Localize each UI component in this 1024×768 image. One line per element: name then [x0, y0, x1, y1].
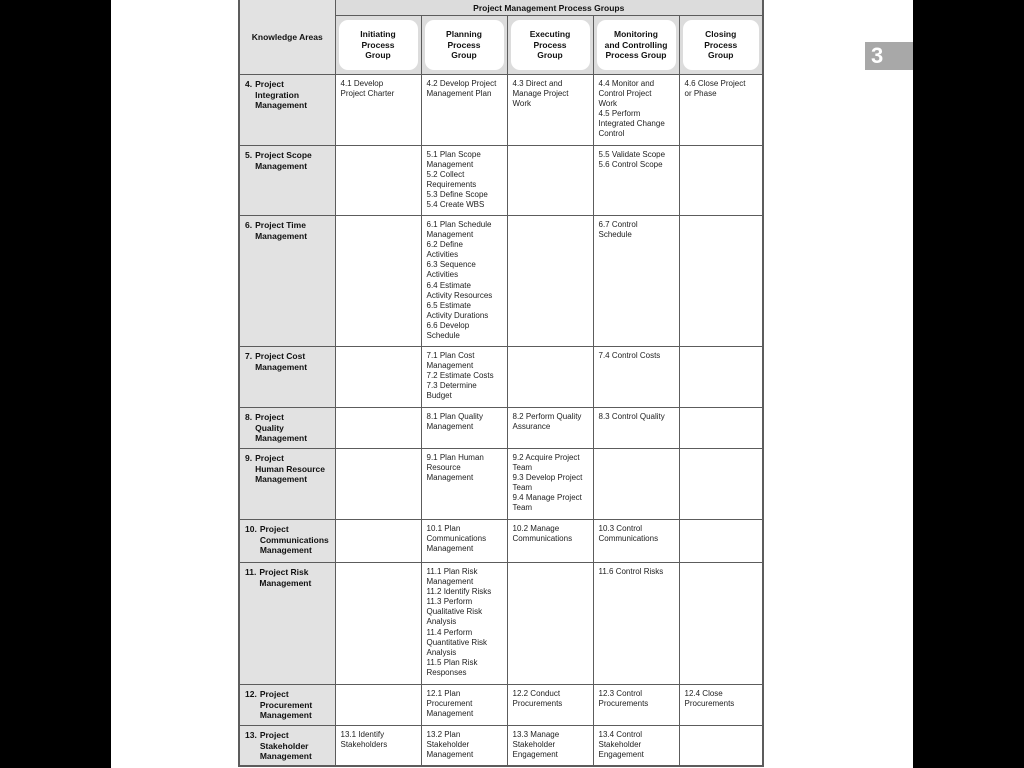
process-cell: 10.3 Control Communications	[593, 520, 679, 563]
table-row	[239, 347, 763, 408]
knowledge-area-name: Project Time Management	[255, 220, 308, 241]
process-cell: 11.6 Control Risks	[593, 563, 679, 685]
process-cell: 6.1 Plan Schedule Management 6.2 Define Activities 6.3 Sequence Activities 6.4 Estimate Activity Resources 6.5 Estimate Activity Durations 6.6 Develop Schedule	[421, 216, 507, 347]
knowledge-area-number: 11.	[245, 567, 257, 577]
process-cell: 5.1 Plan Scope Management 5.2 Collect Requirements 5.3 Define Scope 5.4 Create WBS	[421, 146, 507, 216]
process-cell	[335, 146, 421, 216]
table-row	[239, 146, 763, 216]
knowledge-area-cell	[239, 408, 335, 449]
process-cell: 4.2 Develop Project Management Plan	[421, 75, 507, 146]
group-label: Planning Process Group	[425, 20, 504, 70]
process-groups-header: Project Management Process Groups	[335, 0, 763, 16]
knowledge-area-cell	[239, 563, 335, 685]
table-row	[239, 75, 763, 146]
process-cell	[679, 216, 763, 347]
process-cell: 6.7 Control Schedule	[593, 216, 679, 347]
group-header-initiating	[335, 16, 421, 75]
process-cell: 10.1 Plan Communications Management	[421, 520, 507, 563]
table-row	[239, 563, 763, 685]
process-cell: 12.1 Plan Procurement Management	[421, 685, 507, 726]
knowledge-area-name: Project Procurement Management	[259, 689, 313, 720]
process-cell: 9.2 Acquire Project Team 9.3 Develop Project Team 9.4 Manage Project Team	[507, 449, 593, 520]
header-row-1	[239, 0, 763, 16]
group-header-executing	[507, 16, 593, 75]
process-cell	[335, 216, 421, 347]
knowledge-area-cell	[239, 216, 335, 347]
process-cell	[507, 146, 593, 216]
process-cell: 13.4 Control Stakeholder Engagement	[593, 726, 679, 766]
group-header-planning	[421, 16, 507, 75]
process-cell	[679, 563, 763, 685]
knowledge-area-number: 6.	[245, 220, 253, 230]
process-cell	[335, 347, 421, 408]
process-cell	[593, 449, 679, 520]
knowledge-area-cell	[239, 520, 335, 563]
process-cell: 9.1 Plan Human Resource Management	[421, 449, 507, 520]
chapter-tab: 3	[865, 42, 913, 70]
knowledge-area-cell	[239, 75, 335, 146]
knowledge-area-name: Project Cost Management	[255, 351, 308, 372]
process-cell: 13.1 Identify Stakeholders	[335, 726, 421, 766]
process-cell	[679, 520, 763, 563]
knowledge-area-cell	[239, 726, 335, 766]
knowledge-area-name: Project Scope Management	[255, 150, 312, 171]
process-cell	[335, 408, 421, 449]
group-label: Closing Process Group	[683, 20, 760, 70]
knowledge-area-number: 4.	[245, 79, 253, 89]
table-row	[239, 726, 763, 766]
table-row	[239, 449, 763, 520]
process-cell	[335, 520, 421, 563]
process-mapping-table	[238, 0, 764, 767]
process-cell	[335, 685, 421, 726]
process-cell: 4.6 Close Project or Phase	[679, 75, 763, 146]
knowledge-area-cell	[239, 146, 335, 216]
knowledge-area-number: 13.	[245, 730, 257, 740]
knowledge-area-name: Project Communications Management	[259, 524, 329, 555]
process-cell: 7.4 Control Costs	[593, 347, 679, 408]
process-cell: 13.2 Plan Stakeholder Management	[421, 726, 507, 766]
group-header-closing	[679, 16, 763, 75]
process-cell	[679, 347, 763, 408]
group-header-monitoring	[593, 16, 679, 75]
knowledge-area-number: 12.	[245, 689, 257, 699]
process-cell: 8.1 Plan Quality Management	[421, 408, 507, 449]
process-cell	[679, 449, 763, 520]
knowledge-area-number: 8.	[245, 412, 253, 422]
process-cell: 5.5 Validate Scope 5.6 Control Scope	[593, 146, 679, 216]
knowledge-area-name: Project Stakeholder Management	[259, 730, 312, 761]
process-cell: 4.1 Develop Project Charter	[335, 75, 421, 146]
process-cell	[507, 347, 593, 408]
table-row	[239, 520, 763, 563]
process-cell: 8.3 Control Quality	[593, 408, 679, 449]
knowledge-area-number: 9.	[245, 453, 253, 463]
knowledge-area-name: Project Human Resource Management	[255, 453, 326, 484]
knowledge-area-number: 10.	[245, 524, 257, 534]
knowledge-area-name: Project Integration Management	[255, 79, 308, 110]
process-cell	[335, 563, 421, 685]
group-label: Executing Process Group	[511, 20, 590, 70]
table-row	[239, 685, 763, 726]
process-cell	[507, 216, 593, 347]
group-label: Monitoring and Controlling Process Group	[597, 20, 676, 70]
table-row	[239, 216, 763, 347]
knowledge-area-cell	[239, 685, 335, 726]
group-label: Initiating Process Group	[339, 20, 418, 70]
process-cell	[335, 449, 421, 520]
process-cell: 8.2 Perform Quality Assurance	[507, 408, 593, 449]
process-cell: 12.4 Close Procurements	[679, 685, 763, 726]
knowledge-area-number: 7.	[245, 351, 253, 361]
process-cell	[679, 408, 763, 449]
process-cell: 7.1 Plan Cost Management 7.2 Estimate Costs 7.3 Determine Budget	[421, 347, 507, 408]
knowledge-area-cell	[239, 347, 335, 408]
process-cell	[507, 563, 593, 685]
knowledge-areas-header: Knowledge Areas	[239, 0, 335, 75]
process-cell: 13.3 Manage Stakeholder Engagement	[507, 726, 593, 766]
process-cell: 12.2 Conduct Procurements	[507, 685, 593, 726]
process-cell: 11.1 Plan Risk Management 11.2 Identify Risks 11.3 Perform Qualitative Risk Analysis 11.4 Perform Quantitative Risk Analysis 11.5 Plan Risk Responses	[421, 563, 507, 685]
knowledge-area-cell	[239, 449, 335, 520]
process-cell: 12.3 Control Procurements	[593, 685, 679, 726]
knowledge-area-number: 5.	[245, 150, 253, 160]
process-cell	[679, 726, 763, 766]
table-row	[239, 408, 763, 449]
knowledge-area-name: Project Risk Management	[259, 567, 312, 588]
process-cell: 10.2 Manage Communications	[507, 520, 593, 563]
process-cell	[679, 146, 763, 216]
process-cell: 4.3 Direct and Manage Project Work	[507, 75, 593, 146]
knowledge-area-name: Project Quality Management	[255, 412, 308, 443]
process-cell: 4.4 Monitor and Control Project Work 4.5 Perform Integrated Change Control	[593, 75, 679, 146]
